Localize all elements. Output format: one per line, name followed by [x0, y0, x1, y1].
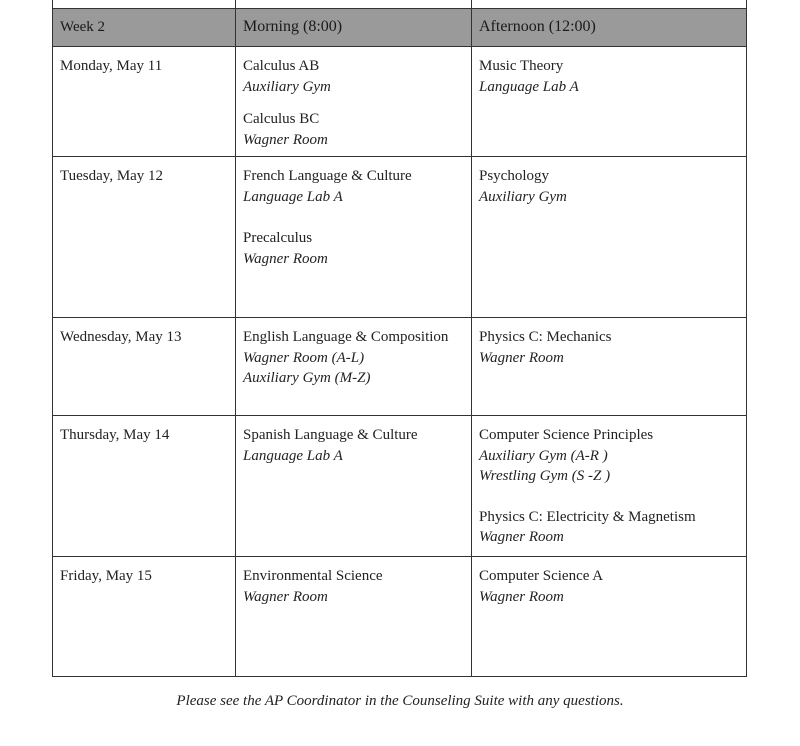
table-header-row [53, 9, 747, 47]
room: Auxiliary Gym [479, 188, 567, 205]
room: Auxiliary Gym (A-R ) [479, 447, 608, 464]
afternoon-cell [472, 157, 747, 318]
morning-cell [236, 318, 472, 416]
room: Wagner Room [479, 349, 564, 366]
footer-note: Please see the AP Coordinator in the Counseling Suite with any questions. [176, 693, 624, 709]
room: Wagner Room [243, 588, 328, 605]
morning-cell [236, 157, 472, 318]
room: Auxiliary Gym (M-Z) [243, 370, 371, 386]
course: Calculus AB [243, 58, 320, 74]
day-cell: Wednesday, May 13 [53, 318, 236, 416]
room: Wrestling Gym (S -Z ) [479, 468, 611, 484]
day-cell: Tuesday, May 12 [53, 157, 236, 318]
table-row [53, 557, 747, 677]
course: Psychology [479, 168, 550, 184]
room: Wagner Room [479, 529, 564, 545]
previous-row-fragment [53, 0, 747, 9]
header-morning: Morning (8:00) [236, 9, 472, 47]
exam-schedule-table [52, 0, 747, 677]
course: Music Theory [479, 58, 564, 74]
header-week: Week 2 [53, 9, 236, 47]
course: Computer Science A [479, 568, 604, 584]
room: Wagner Room [479, 588, 564, 605]
course: Calculus BC [243, 111, 320, 127]
course: Spanish Language & Culture [243, 427, 418, 443]
table-row [53, 47, 747, 157]
afternoon-cell [472, 416, 747, 557]
afternoon-cell [472, 318, 747, 416]
course: Precalculus [243, 230, 313, 246]
table-row [53, 157, 747, 318]
room: Auxiliary Gym [243, 78, 331, 95]
course: Physics C: Electricity & Magnetism [479, 508, 696, 525]
afternoon-cell [472, 557, 747, 677]
morning-cell [236, 416, 472, 557]
course: Physics C: Mechanics [479, 329, 612, 345]
room: Wagner Room [243, 131, 328, 148]
room: Language Lab A [243, 447, 343, 464]
morning-cell [236, 557, 472, 677]
day-cell: Thursday, May 14 [53, 416, 236, 557]
afternoon-cell [472, 47, 747, 157]
header-afternoon: Afternoon (12:00) [472, 9, 747, 47]
table-row [53, 416, 747, 557]
day-cell: Friday, May 15 [53, 557, 236, 677]
course: French Language & Culture [243, 168, 412, 184]
room: Wagner Room [243, 250, 328, 267]
course: English Language & Composition [243, 329, 449, 345]
course: Computer Science Principles [479, 427, 654, 443]
morning-cell [236, 47, 472, 157]
room: Language Lab A [243, 188, 343, 205]
table-row [53, 318, 747, 416]
day-cell: Monday, May 11 [53, 47, 236, 157]
course: Environmental Science [243, 568, 383, 584]
room: Wagner Room (A-L) [243, 349, 365, 366]
room: Language Lab A [479, 78, 579, 95]
